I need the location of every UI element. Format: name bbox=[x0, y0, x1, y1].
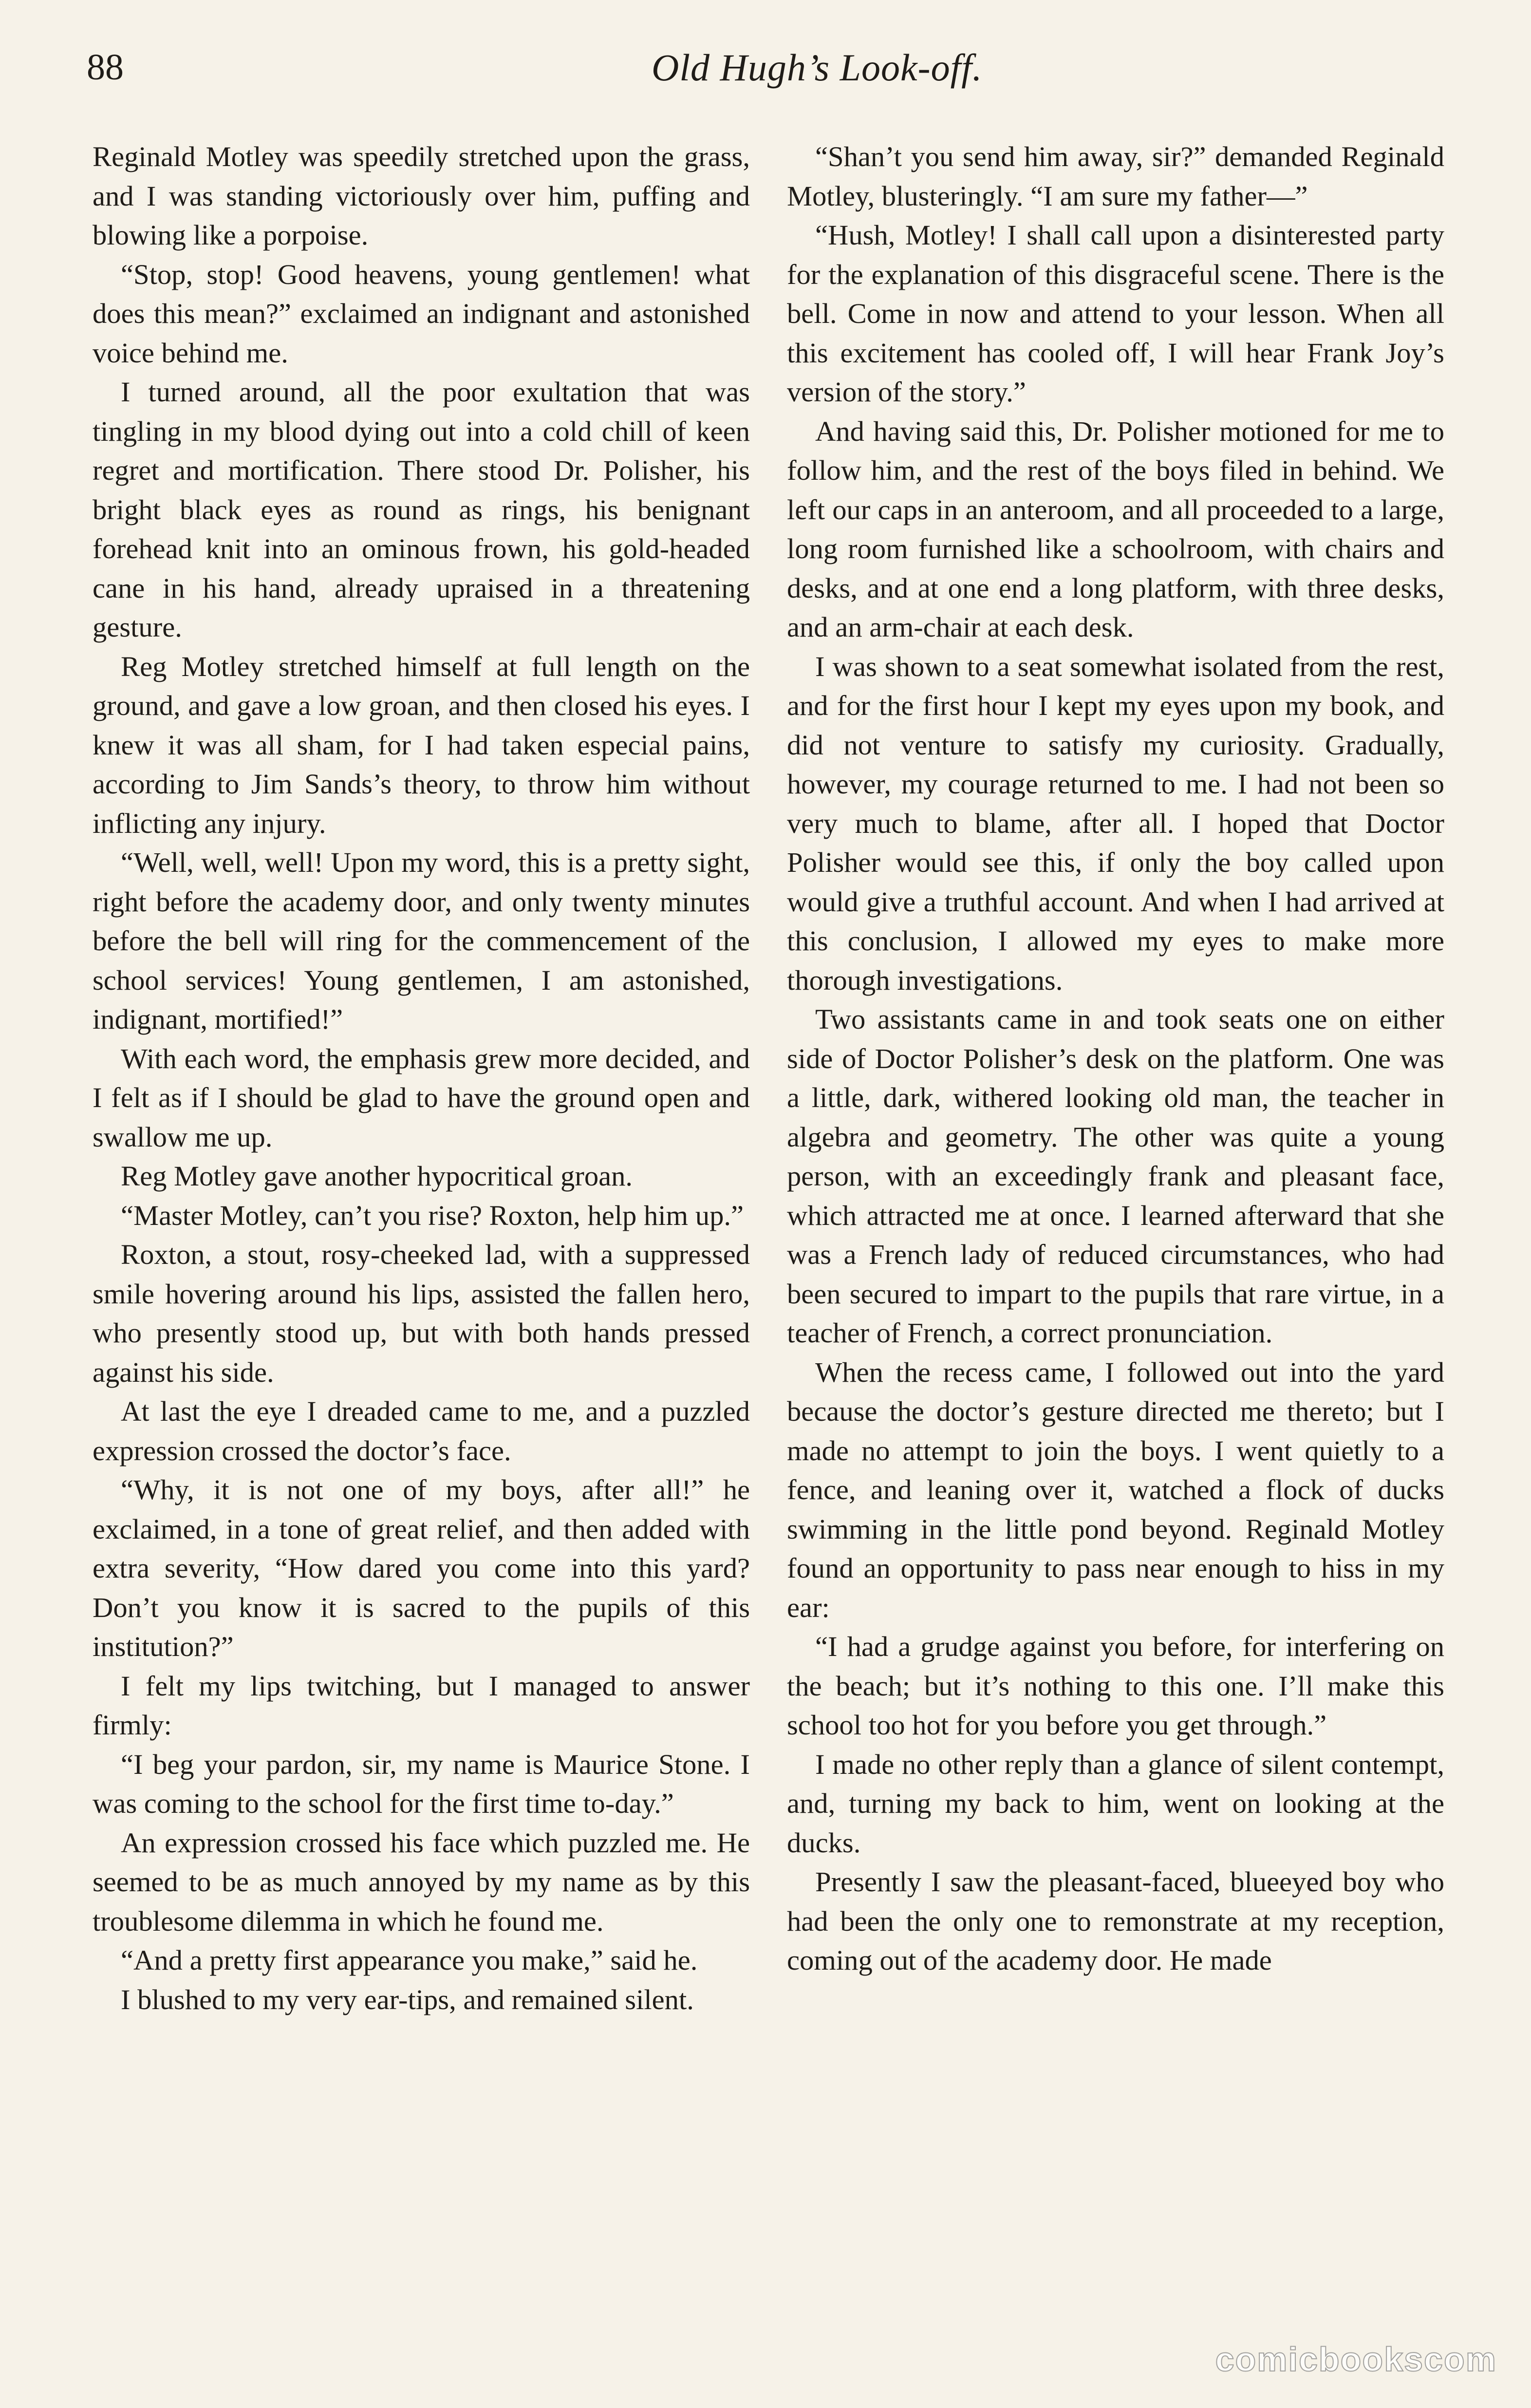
paragraph: “I beg your pardon, sir, my name is Maurice Stone. I was coming to the school for the first time to-day.” bbox=[93, 1748, 750, 1819]
paragraph: I felt my lips twitching, but I managed to answer firmly: bbox=[93, 1670, 750, 1741]
paragraph: “Stop, stop! Good heavens, young gentlemen! what does this mean?” exclaimed an indignant and astonished voice behind me. bbox=[93, 258, 750, 369]
paragraph: Reg Motley stretched himself at full length on the ground, and gave a low groan, and then closed his eyes. I knew it was all sham, for I had taken especial pains, according to Jim Sands’s theory, to throw him without inflicting any injury. bbox=[93, 650, 750, 839]
paragraph: And having said this, Dr. Polisher motioned for me to follow him, and the rest of the boys filed in behind. We left our caps in an anteroom, and all proceeded to a large, long room furnished like a schoolroom, with chairs and desks, and at one end a long platform, with three desks, and an arm-chair at each desk. bbox=[787, 415, 1444, 643]
paragraph: At last the eye I dreaded came to me, and a puzzled expression crossed the doctor’s face. bbox=[93, 1395, 750, 1467]
watermark: comicbookscom bbox=[1215, 2340, 1497, 2378]
paragraph: I was shown to a seat somewhat isolated from the rest, and for the first hour I kept my eyes upon my book, and did not venture to satisfy my curiosity. Gradually, however, my courage returned to me. I had not been so very much to blame, after all. I hoped that Doctor Polisher would see this, if only the boy called upon would give a truthful account. And when I had arrived at this conclusion, I allowed my eyes to make more thorough investigations. bbox=[787, 650, 1444, 996]
paragraph: “Hush, Motley! I shall call upon a disinterested party for the explanation of this disgraceful scene. There is the bell. Come in now and attend to your lesson. When all this excitement has cooled off, I will hear Frank Joy’s version of the story.” bbox=[787, 219, 1444, 408]
paragraph: “Well, well, well! Upon my word, this is a pretty sight, right before the academy door, and only twenty minutes before the bell will ring for the commencement of the school services! Young gentlemen, I am astonished, indignant, mortified!” bbox=[93, 847, 750, 1035]
right-column bbox=[787, 137, 1444, 1980]
paragraph: “I had a grudge against you before, for interfering on the beach; but it’s nothing to this one. I’ll make this school too hot for you before you get through.” bbox=[787, 1631, 1444, 1741]
paragraph: I blushed to my very ear-tips, and remained silent. bbox=[121, 1983, 694, 2015]
paragraph: An expression crossed his face which puzzled me. He seemed to be as much annoyed by my name as by this troublesome dilemma in which he found me. bbox=[93, 1826, 750, 1937]
paragraph: Reginald Motley was speedily stretched upon the grass, and I was standing victoriously over him, puffing and blowing like a porpoise. bbox=[93, 141, 750, 251]
paragraph: I turned around, all the poor exultation that was tingling in my blood dying out into a cold chill of keen regret and mortification. There stood Dr. Polisher, his bright black eyes as round as rings, his benignant forehead knit into an ominous frown, his gold-headed cane in his hand, already upraised in a threatening gesture. bbox=[93, 376, 750, 643]
paragraph: “Shan’t you send him away, sir?” demanded Reginald Motley, blusteringly. “I am sure my father—” bbox=[787, 141, 1444, 212]
paragraph: Reg Motley gave another hypocritical groan. bbox=[121, 1160, 633, 1192]
paragraph: I made no other reply than a glance of silent contempt, and, turning my back to him, went on looking at the ducks. bbox=[787, 1748, 1444, 1859]
paragraph: “Master Motley, can’t you rise? Roxton, help him up.” bbox=[121, 1199, 744, 1231]
page-header bbox=[87, 46, 1445, 107]
page-number: 88 bbox=[87, 47, 124, 88]
paragraph: When the recess came, I followed out into the yard because the doctor’s gesture directed me thereto; but I made no attempt to join the boys. I went quietly to a fence, and leaning over it, watched a flock of ducks swimming in the little pond beyond. Reginald Motley found an opportunity to pass near enough to hiss in my ear: bbox=[787, 1356, 1444, 1623]
left-column bbox=[93, 137, 750, 2019]
paragraph: “Why, it is not one of my boys, after all!” he exclaimed, in a tone of great relief, and then added with extra severity, “How dared you come into this yard? Don’t you know it is sacred to the pupils of this institution?” bbox=[93, 1474, 750, 1662]
paragraph: Two assistants came in and took seats one on either side of Doctor Polisher’s desk on the platform. One was a little, dark, withered looking old man, the teacher in algebra and geometry. The other was quite a young person, with an exceedingly frank and pleasant face, which attracted me at once. I learned afterward that she was a French lady of reduced circumstances, who had been secured to impart to the pupils that rare virtue, in a teacher of French, a correct pronunciation. bbox=[787, 1003, 1444, 1349]
paragraph: With each word, the emphasis grew more decided, and I felt as if I should be glad to have the ground open and swallow me up. bbox=[93, 1042, 750, 1153]
running-title: Old Hugh’s Look-off. bbox=[652, 46, 983, 89]
paragraph: Roxton, a stout, rosy-cheeked lad, with a suppressed smile hovering around his lips, assisted the fallen hero, who presently stood up, but with both hands pressed against his side. bbox=[93, 1239, 750, 1388]
paragraph: “And a pretty first appearance you make,” said he. bbox=[121, 1944, 698, 1976]
paragraph: Presently I saw the pleasant-faced, blueeyed boy who had been the only one to remonstrate at my reception, coming out of the academy door. He made bbox=[787, 1866, 1444, 1976]
